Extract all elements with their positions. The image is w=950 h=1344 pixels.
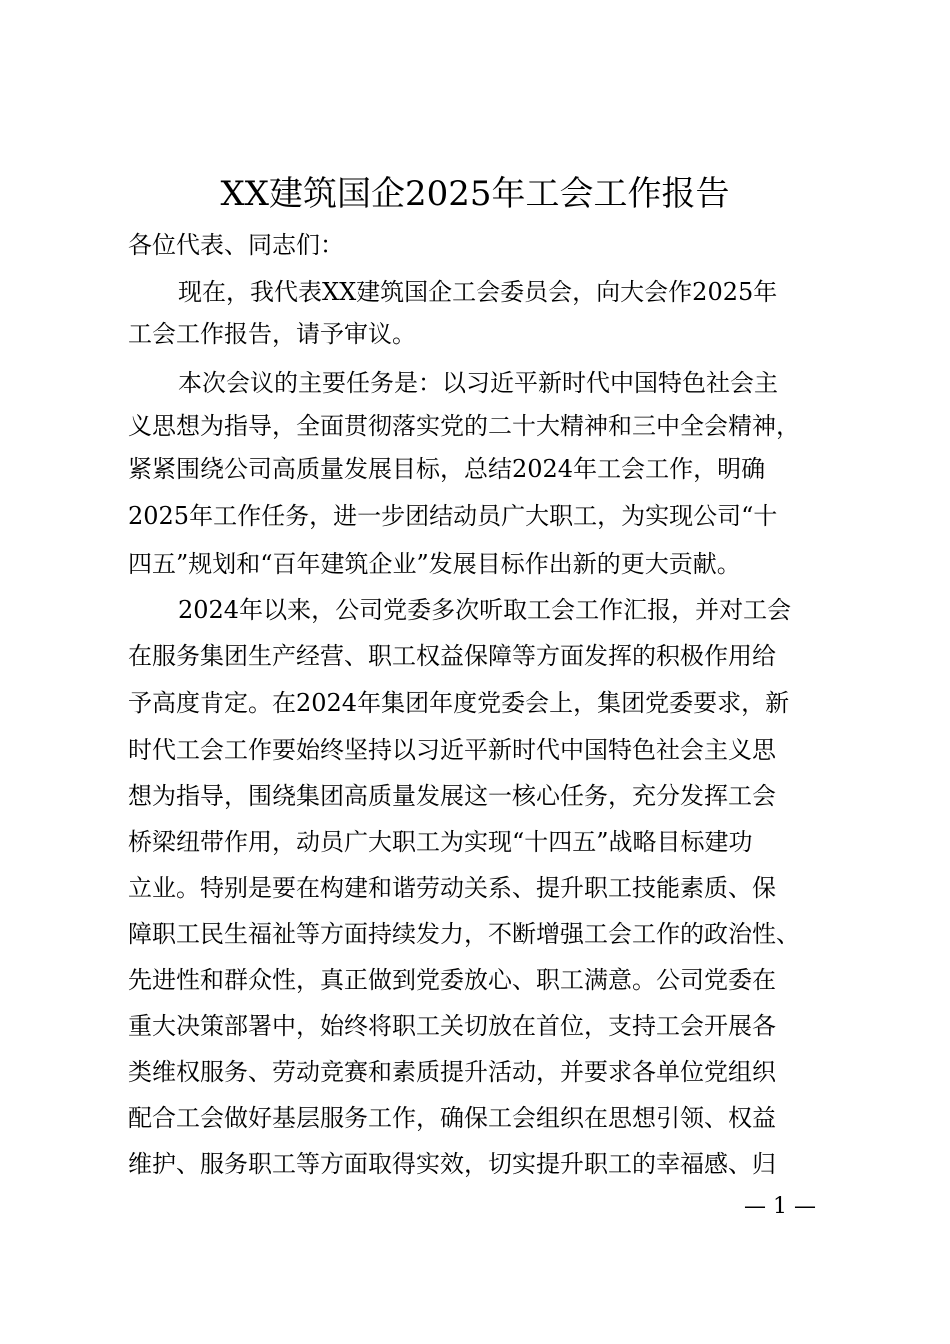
page-number: — 1 — [744, 1194, 816, 1219]
paragraph-line: 障职工民生福祉等方面持续发力，不断增强工会工作的政治性、 [128, 920, 800, 948]
paragraph-line: 现在，我代表XX建筑国企工会委员会，向大会作2025年 [178, 278, 778, 306]
paragraph-line: 时代工会工作要始终坚持以习近平新时代中国特色社会主义思 [128, 736, 776, 764]
paragraph-line: 重大决策部署中，始终将职工关切放在首位，支持工会开展各 [128, 1012, 776, 1040]
paragraph-line: 先进性和群众性，真正做到党委放心、职工满意。公司党委在 [128, 966, 776, 994]
paragraph-line: 立业。特别是要在构建和谐劳动关系、提升职工技能素质、保 [128, 874, 776, 902]
paragraph-line: 四五”规划和“百年建筑企业”发展目标作出新的更大贡献。 [128, 550, 741, 578]
paragraph-line: 2024年以来，公司党委多次听取工会工作汇报，并对工会 [178, 596, 792, 624]
paragraph-line: 在服务集团生产经营、职工权益保障等方面发挥的积极作用给 [128, 642, 776, 670]
paragraph-line: 予高度肯定。在2024年集团年度党委会上，集团党委要求，新 [128, 689, 790, 717]
paragraph-line: 类维权服务、劳动竞赛和素质提升活动，并要求各单位党组织 [128, 1058, 776, 1086]
paragraph-line: 想为指导，围绕集团高质量发展这一核心任务，充分发挥工会 [128, 782, 776, 810]
paragraph-line: 工会工作报告，请予审议。 [128, 320, 416, 348]
paragraph-line: 维护、服务职工等方面取得实效，切实提升职工的幸福感、归 [128, 1150, 776, 1178]
paragraph-line: 配合工会做好基层服务工作，确保工会组织在思想引领、权益 [128, 1104, 776, 1132]
paragraph-line: 紧紧围绕公司高质量发展目标，总结2024年工会工作，明确 [128, 455, 766, 483]
paragraph-line: 义思想为指导，全面贯彻落实党的二十大精神和三中全会精神， [128, 412, 800, 440]
document-title: XX建筑国企2025年工会工作报告 [220, 174, 730, 214]
salutation: 各位代表、同志们： [128, 231, 344, 259]
paragraph-line: 2025年工作任务，进一步团结动员广大职工，为实现公司“十 [128, 502, 778, 530]
paragraph-line: 桥梁纽带作用，动员广大职工为实现“十四五”战略目标建功 [128, 828, 753, 856]
paragraph-line: 本次会议的主要任务是：以习近平新时代中国特色社会主 [178, 369, 778, 397]
